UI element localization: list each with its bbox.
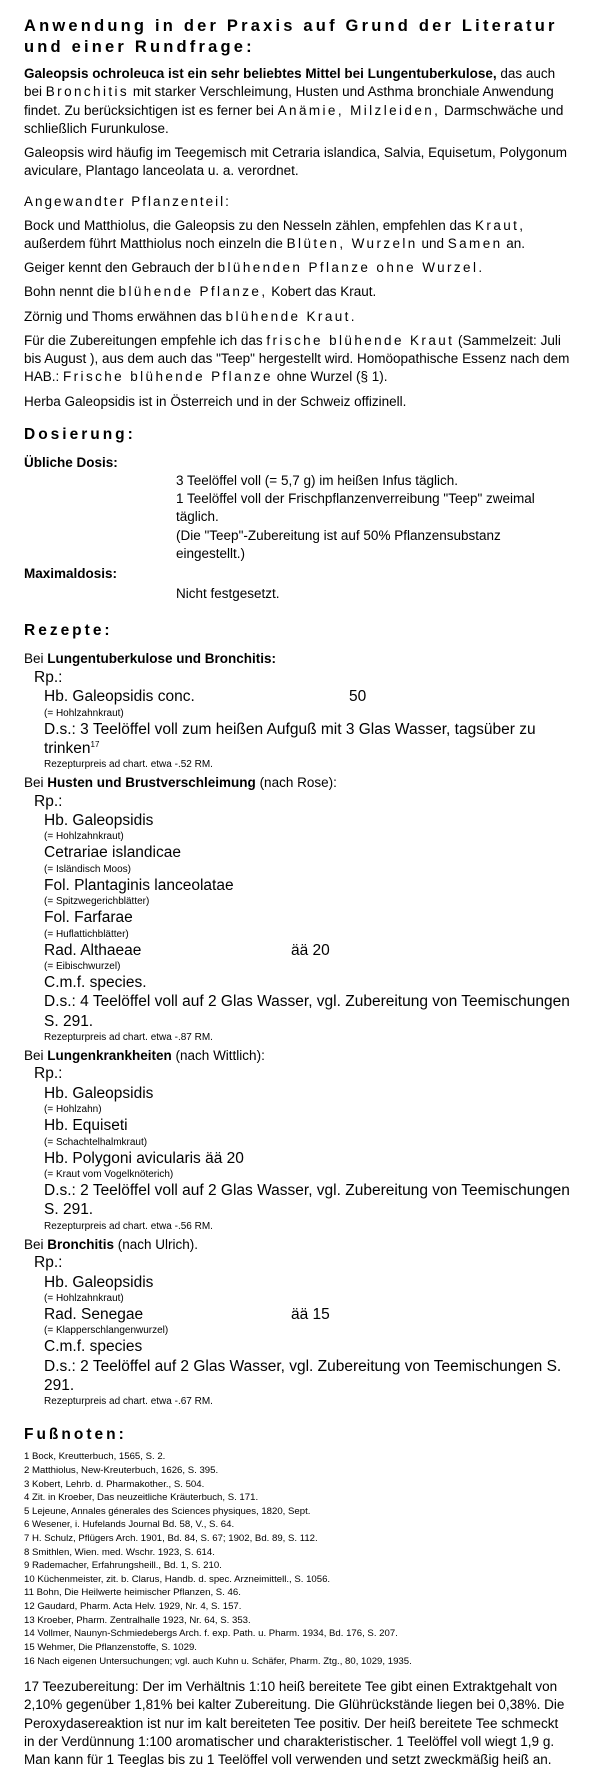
recipe-ingredient: Cetrariae islandicae [44, 844, 181, 862]
text-spaced: Bronchitis [45, 84, 130, 100]
recipe-rp: Rp.: [34, 792, 63, 810]
recipe-ingredient [44, 687, 571, 706]
usual-dose-line: 1 Teelöffel voll der Frischpflanzenverreibung "Teep" zweimal täglich. [176, 491, 535, 525]
ingredient-quantity: ää 20 [291, 941, 330, 959]
ingredient-quantity: 50 [349, 688, 367, 706]
recipe-directions: D.s.: 2 Teelöffel voll auf 2 Glas Wasser, vgl. Zubereitung von Teemischungen S. 291. [44, 1182, 570, 1219]
recipe-directions [44, 720, 571, 759]
heading-plant-part: Angewandter Pflanzenteil: [24, 193, 231, 209]
text: Geiger kennt den Gebrauch der [24, 260, 218, 276]
text: an. [502, 236, 526, 251]
paragraph-part-2 [24, 259, 571, 277]
footnote-list [24, 1450, 571, 1668]
footnote-item: 4 Zit. in Kroeber, Das neuzeitliche Kräuterbuch, S. 171. [24, 1492, 259, 1504]
text-spaced: Frische blühende Pflanze [63, 369, 273, 385]
text: Bei [24, 1236, 48, 1252]
recipe-rp: Rp.: [34, 668, 63, 686]
paragraph-part-3 [24, 283, 571, 301]
footnote-item: 9 Rademacher, Erfahrungsheill., Bd. 1, S. 210. [24, 1560, 222, 1572]
text: Kobert das Kraut. [267, 284, 377, 300]
text: ohne Wurzel (§ 1). [272, 369, 388, 385]
recipe-ingredient: Hb. Galeopsidis [44, 1273, 154, 1291]
text: (nach Wittlich): [171, 1048, 265, 1064]
footnote-item: 11 Bohn, Die Heilwerte heimischer Pflanzen, S. 46. [24, 1587, 241, 1599]
recipe-heading [24, 1236, 571, 1254]
footnote-item: 8 Smithlen, Wien. med. Wschr. 1923, S. 614. [24, 1546, 215, 1558]
ingredient-name: Rad. Althaeae [44, 941, 142, 959]
recipe-ingredient: Fol. Farfarae [44, 909, 133, 927]
label-max-dose: Maximaldosis: [24, 565, 118, 581]
text-spaced: blühende Kraut. [225, 308, 357, 324]
ingredient-note: (= Huflattichblätter) [44, 928, 129, 940]
recipe-ingredient [44, 941, 571, 960]
text: Darmschwäche und schließlich Furunkulose. [24, 102, 564, 136]
directions-text: D.s.: 3 Teelöffel voll zum heißen Aufguß mit 3 Glas Wasser, tagsüber zu trinken [44, 720, 536, 757]
usual-dose-line: (Die "Teep"-Zubereitung ist auf 50% Pflanzensubstanz eingestellt.) [176, 527, 501, 561]
ingredient-note: (= Hohlzahn) [44, 1104, 102, 1116]
recipe-price: Rezepturpreis ad chart. etwa -.67 RM. [44, 1396, 213, 1408]
text-spaced: Blüten, Wurzeln [286, 236, 418, 251]
text-spaced: Anämie, Milzleiden, [277, 102, 441, 118]
heading-dosage: Dosierung: [24, 425, 136, 443]
ingredient-note: (= Isländisch Moos) [44, 863, 131, 875]
text-spaced: blühenden Pflanze ohne Wurzel. [217, 260, 485, 276]
paragraph-application-1 [24, 65, 571, 138]
footnote-item: 6 Wesener, i. Hufelands Journal Bd. 58, V., S. 64. [24, 1519, 235, 1531]
usual-dose-line: 3 Teelöffel voll (= 5,7 g) im heißen Infus täglich. [176, 472, 459, 488]
text-bold: Galeopsis ochroleuca ist ein sehr beliebtes Mittel bei Lungentuberkulose, [24, 66, 497, 82]
text-spaced: blühende Pflanze, [118, 284, 268, 300]
recipe-directions: D.s.: 2 Teelöffel auf 2 Glas Wasser, vgl. Zubereitung von Teemischungen S. 291. [44, 1357, 562, 1395]
paragraph-part-5 [24, 332, 571, 387]
text: Für die Zubereitungen empfehle ich das [24, 332, 267, 348]
recipe-ingredient: Hb. Polygoni avicularis ää 20 [44, 1149, 244, 1167]
ingredient-note: (= Eibischwurzel) [44, 960, 121, 972]
ingredient-quantity: ää 15 [291, 1305, 330, 1323]
footnote-item: 13 Kroeber, Pharm. Zentralhalle 1923, Nr. 64, S. 353. [24, 1614, 251, 1626]
paragraph-application-2: Galeopsis wird häufig im Teegemisch mit Cetraria islandica, Salvia, Equisetum, Polygonum aviculare, Plantago lanceolata u. a. verordnet. [24, 145, 567, 179]
recipe-ingredient: C.m.f. species [44, 1338, 143, 1356]
ingredient-note: (= Hohlzahnkraut) [44, 831, 124, 843]
footnote-item: 2 Matthiolus, New-Kreuterbuch, 1626, S. 395. [24, 1465, 219, 1476]
ingredient-note: (= Schachtelhalmkraut) [44, 1136, 148, 1148]
recipe-heading [24, 1047, 571, 1065]
text: außerdem führt Matthiolus noch einzeln die [24, 236, 287, 251]
text: (Sammelzeit: Juli bis August ), aus dem auch das "Teep" hergestellt wird. Homöopathische Essenz nach dem HAB.: [24, 332, 570, 385]
footnote-17-tea-preparation: 17 Teezubereitung: Der im Verhältnis 1:10 heiß bereitete Tee gibt einen Extraktgehalt von 2,10% gegenüber 1,81% bei kalter Zubereitung. Die Glührückstände liegen bei 0,38%. Die Peroxydasereaktion ist nur im kalt bereiteten Tee positiv. Der heiß bereitete Tee schmeckt in der Verdünnung 1:100 aromatischer und charakteristischer. 1 Teelöffel voll wiegt 1,9 g. Man kann für 1 Teeglas bis zu 1 Teelöffel voll verwenden und setzt zweckmäßig heiß an. [24, 1679, 565, 1768]
footnote-item: 16 Nach eigenen Untersuchungen; vgl. auch Kuhn u. Schäfer, Pharm. Ztg., 80, 1029, 1935. [24, 1655, 412, 1667]
text: Bei [24, 775, 48, 791]
recipe-price: Rezepturpreis ad chart. etwa -.87 RM. [44, 1032, 213, 1044]
footnote-item: 12 Gaudard, Pharm. Acta Helv. 1929, Nr. 4, S. 157. [24, 1601, 242, 1613]
text: (nach Rose): [255, 775, 337, 791]
text-spaced: Samen [447, 236, 503, 251]
label-usual-dose: Übliche Dosis: [24, 454, 118, 470]
recipe-price: Rezepturpreis ad chart. etwa -.56 RM. [44, 1220, 213, 1232]
text: Zörnig und Thoms erwähnen das [24, 308, 226, 324]
recipe-rp: Rp.: [34, 1065, 63, 1083]
text-bold: Bronchitis [47, 1236, 115, 1252]
max-dose-value: Nicht festgesetzt. [176, 586, 280, 602]
footnote-item: 5 Lejeune, Annales génerales des Sciences physiques, 1820, Sept. [24, 1505, 311, 1517]
ingredient-note: (= Hohlzahnkraut) [44, 1292, 124, 1304]
text: Bei [24, 651, 48, 667]
text: das auch bei [24, 66, 556, 100]
footnote-item: 14 Vollmer, Naunyn-Schmiedebergs Arch. f. exp. Path. u. Pharm. 1934, Bd. 176, S. 207. [24, 1628, 398, 1640]
recipe-rp: Rp.: [34, 1254, 63, 1271]
ingredient-name: Rad. Senegae [44, 1305, 144, 1323]
ingredient-note: (= Kraut vom Vogelknöterich) [44, 1169, 174, 1181]
recipe-ingredient [44, 1305, 571, 1324]
footnote-item: 1 Bock, Kreutterbuch, 1565, S. 2. [24, 1451, 166, 1463]
footnote-item: 3 Kobert, Lehrb. d. Pharmakother., S. 504. [24, 1478, 205, 1490]
footnote-item: 15 Wehmer, Die Pflanzenstoffe, S. 1029. [24, 1641, 197, 1653]
text-bold: Lungentuberkulose und Bronchitis: [47, 651, 277, 667]
ingredient-note: (= Hohlzahnkraut) [44, 707, 124, 719]
recipe-directions: D.s.: 4 Teelöffel voll auf 2 Glas Wasser, vgl. Zubereitung von Teemischungen S. 291. [44, 993, 570, 1030]
heading-application: Anwendung in der Praxis auf Grund der Literatur und einer Rundfrage: [24, 17, 558, 56]
ingredient-note: (= Spitzwegerichblätter) [44, 896, 150, 908]
text: Bohn nennt die [24, 284, 119, 300]
text-bold: Husten und Brustverschleimung [47, 775, 256, 791]
paragraph-part-6: Herba Galeopsidis ist in Österreich und in der Schweiz offizinell. [24, 393, 407, 409]
recipe-price: Rezepturpreis ad chart. etwa -.52 RM. [44, 759, 213, 771]
ingredient-note: (= Klapperschlangenwurzel) [44, 1325, 169, 1337]
recipe-ingredient: Hb. Galeopsidis [44, 1084, 154, 1102]
recipe-ingredient: Hb. Equiseti [44, 1117, 128, 1135]
text: Bock und Matthiolus, die Galeopsis zu den Nesseln zählen, empfehlen das [24, 217, 476, 233]
footnote-item: 10 Küchenmeister, zit. b. Clarus, Handb. d. spec. Arzneimittell., S. 1056. [24, 1573, 331, 1585]
paragraph-part-1 [24, 217, 571, 253]
recipe-heading [24, 774, 571, 792]
recipe-ingredient: Hb. Galeopsidis [44, 812, 154, 830]
text: und [417, 236, 448, 251]
heading-recipes: Rezepte: [24, 622, 113, 640]
text-spaced: Kraut, [475, 217, 526, 233]
heading-footnotes: Fußnoten: [24, 1426, 127, 1444]
recipe-ingredient: Fol. Plantaginis lanceolatae [44, 876, 234, 894]
usual-dose-values [176, 472, 571, 563]
footnote-ref: 17 [90, 739, 100, 749]
paragraph-part-4 [24, 308, 571, 326]
text-bold: Lungenkrankheiten [47, 1048, 172, 1064]
text: (nach Ulrich). [114, 1236, 199, 1252]
footnote-item: 7 H. Schulz, Pflügers Arch. 1901, Bd. 84, S. 67; 1902, Bd. 89, S. 112. [24, 1533, 318, 1545]
text-spaced: frische blühende Kraut [266, 332, 455, 348]
recipe-heading [24, 650, 571, 668]
text: Bei [24, 1048, 48, 1064]
text: mit starker Verschleimung, Husten und Asthma bronchiale Anwendung findet. Zu berücksichtigen ist es ferner bei [24, 84, 554, 118]
recipe-ingredient: C.m.f. species. [44, 973, 147, 991]
ingredient-name: Hb. Galeopsidis conc. [44, 688, 195, 706]
